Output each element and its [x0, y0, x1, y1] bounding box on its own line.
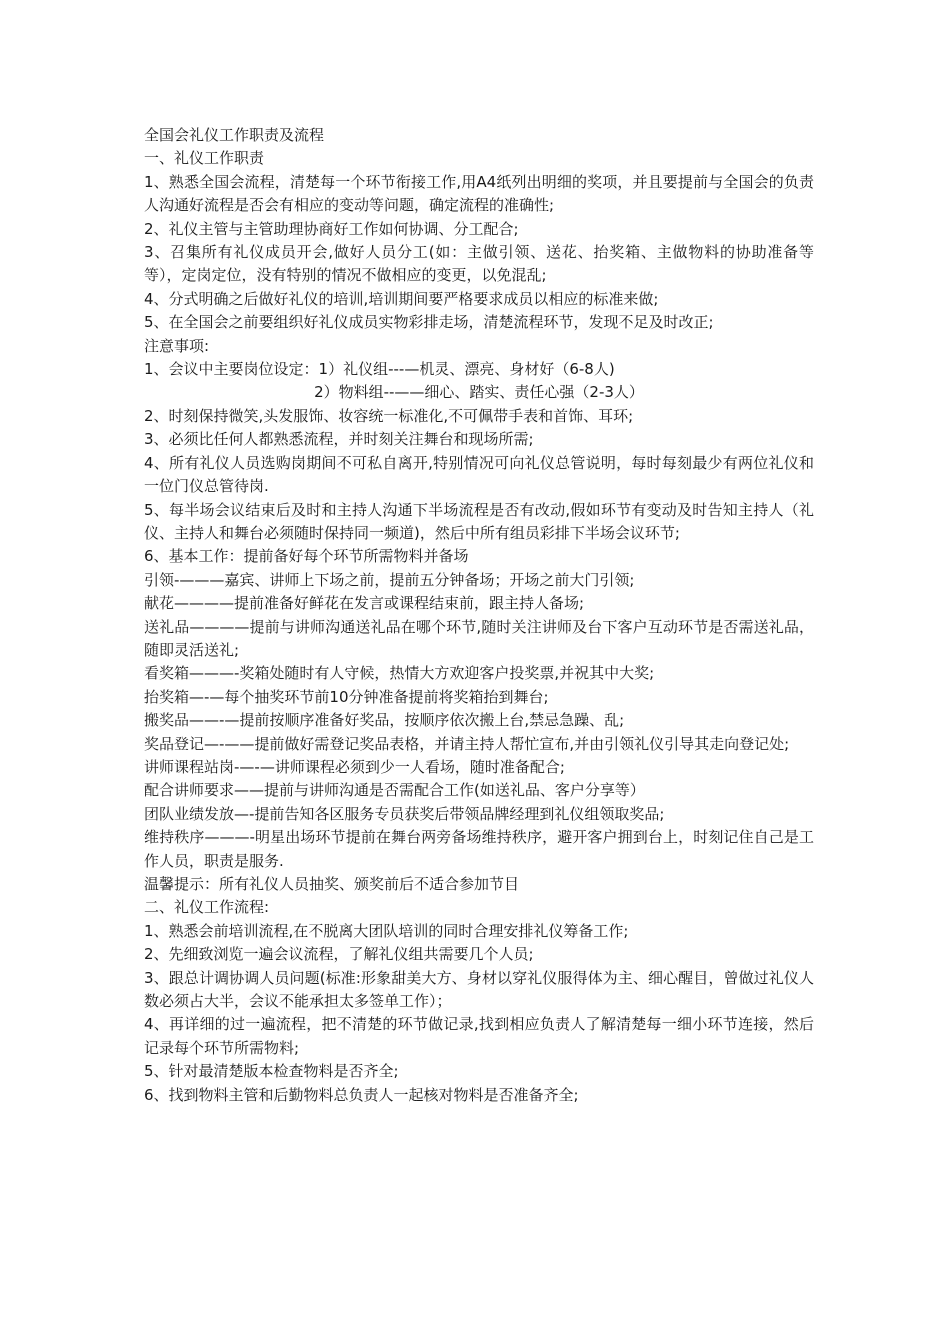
paragraph: 送礼品————提前与讲师沟通送礼品在哪个环节,随时关注讲师及台下客户互动环节是否需送礼品，随即灵活送礼;: [144, 617, 814, 659]
paragraph: 1、熟悉会前培训流程,在不脱离大团队培训的同时合理安排礼仪筹备工作;: [144, 921, 629, 940]
paragraph: 二、礼仪工作流程:: [144, 898, 270, 917]
paragraph: 3、必须比任何人都熟悉流程，并时刻关注舞台和现场所需;: [144, 430, 534, 449]
document-body: [144, 124, 814, 1107]
paragraph: 一、礼仪工作职责: [144, 149, 265, 168]
paragraph: 2、礼仪主管与主管助理协商好工作如何协调、分工配合;: [144, 219, 519, 238]
paragraph: 2、先细致浏览一遍会议流程，了解礼仪组共需要几个人员;: [144, 945, 534, 964]
paragraph: 引领-———嘉宾、讲师上下场之前，提前五分钟备场；开场之前大门引领;: [144, 570, 635, 589]
paragraph: 6、基本工作：提前备好每个环节所需物料并备场: [144, 547, 469, 566]
paragraph: 4、所有礼仪人员选购岗期间不可私自离开,特别情况可向礼仪总管说明，每时每刻最少有两位礼仪和一位门仪总管待岗.: [144, 453, 814, 496]
paragraph: 2、时刻保持微笑,头发服饰、妆容统一标准化,不可佩带手表和首饰、耳环;: [144, 406, 634, 425]
paragraph: 6、找到物料主管和后勤物料总负责人一起核对物料是否准备齐全;: [144, 1085, 579, 1104]
paragraph: 5、针对最清楚版本检查物料是否齐全;: [144, 1062, 399, 1081]
paragraph: 讲师课程站岗-—-—讲师课程必须到少一人看场，随时准备配合;: [144, 757, 565, 776]
paragraph: 1、熟悉全国会流程，清楚每一个环节衔接工作,用A4纸列出明细的奖项，并且要提前与全国会的负责人沟通好流程是否会有相应的变动等问题，确定流程的准确性;: [144, 172, 814, 215]
paragraph: 4、再详细的过一遍流程，把不清楚的环节做记录,找到相应负责人了解清楚每一细小环节连接，然后记录每个环节所需物料;: [144, 1015, 814, 1057]
paragraph: 团队业绩发放—-提前告知各区服务专员获奖后带领品牌经理到礼仪组领取奖品;: [144, 804, 665, 823]
paragraph: 2）物料组--——细心、踏实、责任心强（2-3人）: [314, 383, 644, 402]
paragraph: 看奖箱———-奖箱处随时有人守候，热情大方欢迎客户投奖票,并祝其中大奖;: [144, 664, 655, 683]
paragraph: 抬奖箱—-—每个抽奖环节前10分钟准备提前将奖箱抬到舞台;: [144, 687, 549, 706]
paragraph: 3、召集所有礼仪成员开会,做好人员分工(如：主做引领、送花、抬奖箱、主做物料的协助准备等等），定岗定位，没有特别的情况不做相应的变更，以免混乱;: [144, 243, 814, 285]
paragraph: 5、在全国会之前要组织好礼仪成员实物彩排走场，清楚流程环节，发现不足及时改正;: [144, 313, 714, 332]
document-title: 全国会礼仪工作职责及流程: [144, 126, 325, 144]
paragraph: 献花————提前准备好鲜花在发言或课程结束前，跟主持人备场;: [144, 594, 585, 613]
paragraph: 5、每半场会议结束后及时和主持人沟通下半场流程是否有改动,假如环节有变动及时告知主持人（礼仪、主持人和舞台必须随时保持同一频道)，然后中所有组员彩排下半场会议环节;: [144, 500, 814, 542]
paragraph: 3、跟总计调协调人员问题(标准:形象甜美大方、身材以穿礼仪服得体为主、细心醒目，曾做过礼仪人数必须占大半，会议不能承担太多签单工作）；: [144, 968, 814, 1011]
paragraph: 奖品登记—-——提前做好需登记奖品表格，并请主持人帮忙宣布,并由引领礼仪引导其走向登记处;: [144, 734, 790, 753]
paragraph: 维持秩序———-明星出场环节提前在舞台两旁备场维持秩序，避开客户拥到台上，时刻记住自己是工作人员，职责是服务.: [144, 828, 814, 870]
paragraph: 配合讲师要求——提前与讲师沟通是否需配合工作(如送礼品、客户分享等）: [144, 781, 645, 800]
paragraph: 注意事项:: [144, 336, 210, 355]
paragraph: 搬奖品——-—提前按顺序准备好奖品，按顺序依次搬上台,禁忌急躁、乱;: [144, 711, 625, 730]
paragraph: 1、会议中主要岗位设定：1）礼仪组---—机灵、漂亮、身材好（6-8人): [144, 360, 615, 379]
paragraph: 温馨提示：所有礼仪人员抽奖、颁奖前后不适合参加节目: [144, 875, 520, 893]
paragraph: 4、分式明确之后做好礼仪的培训,培训期间要严格要求成员以相应的标准来做;: [144, 289, 659, 308]
